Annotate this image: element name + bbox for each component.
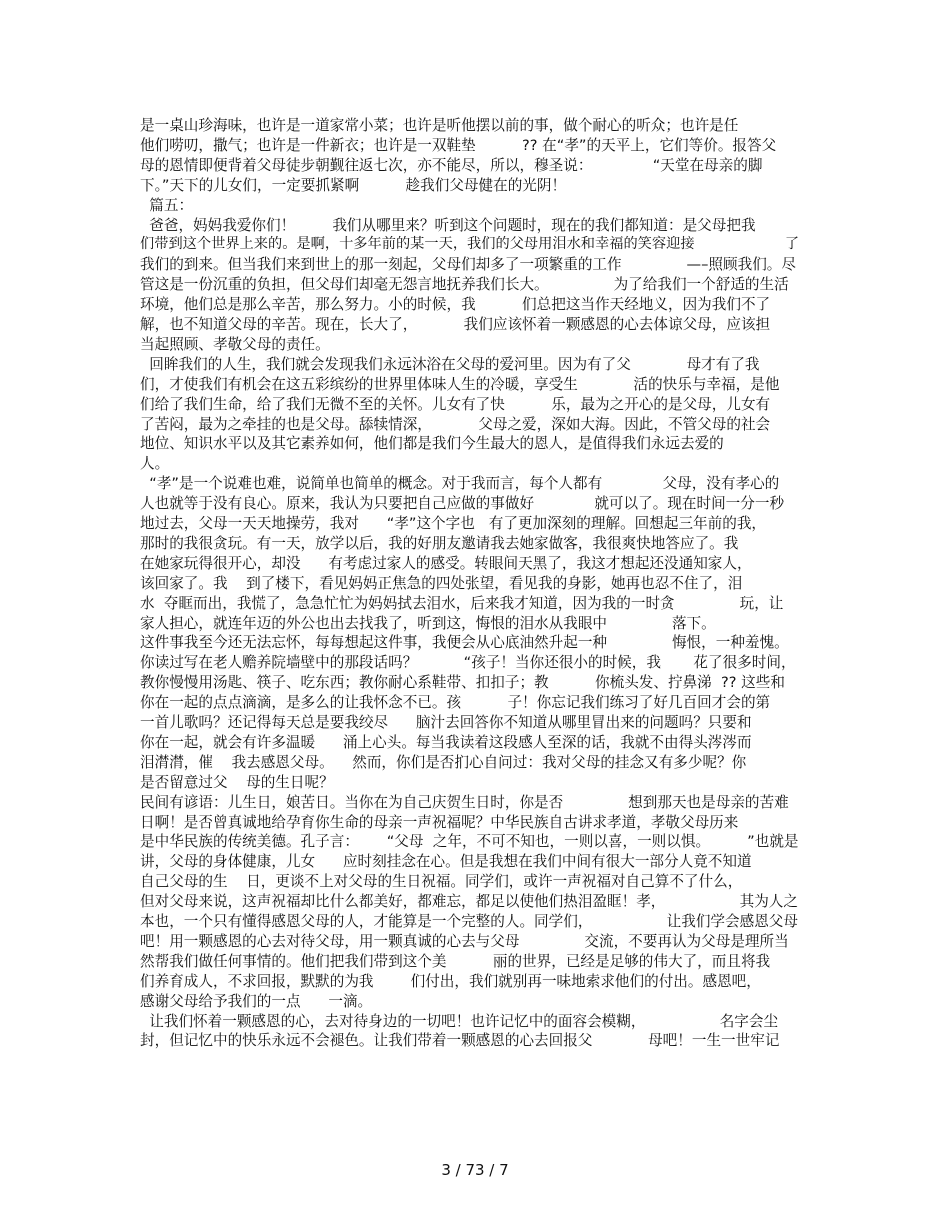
- text-line: 自己父母的生 日，更谈不上对父母的生日祝福。同学们，或许一声祝福对自己算不了什么，: [140, 873, 743, 891]
- text-line: 们养育成人，不求回报，默默的为我 们付出，我们就别再一味地索求他们的付出。感恩吧，: [140, 972, 761, 990]
- text-line: 爸爸，妈妈我爱你们！ 我们从哪里来？听到这个问题时，现在的我们都知道：是父母把我: [140, 216, 756, 234]
- text-line: 们给了我们生命，给了我们无微不至的关怀。儿女有了快 乐，最为之开心的是父母，儿女有: [140, 395, 771, 413]
- text-line: 地过去，父母一天天地操劳，我对 “孝”这个字也 有了更加深刻的理解。回想起三年前的我，: [140, 515, 767, 532]
- text-line: 人也就等于没有良心。原来，我认为只要把自己应做的事做好 就可以了。现在时间一分一秒: [140, 495, 785, 513]
- text-line: 让我们怀着一颗感恩的心，去对待身边的一切吧！也许记忆中的面容会模糊， 名字会尘: [140, 1012, 779, 1030]
- text-line: 那时的我很贪玩。有一天，放学以后，我的好朋友邀请我去她家做客，我很爽快地答应了。我: [140, 534, 739, 552]
- text-line: 民间有谚语：儿生日，娘苦日。当你在为自己庆贺生日时，你是否 想到那天也是母亲的苦难: [140, 793, 789, 811]
- text-line: 泪潸潸，催 我去感恩父母。 然而，你们是否扪心自问过：我对父母的挂念又有多少呢？你: [140, 753, 747, 771]
- text-line: 篇五：: [140, 196, 194, 214]
- text-line: 是中华民族的传统美德。孔子言： “父母 之年，不可不知也，一则以喜，一则以惧。 ”也就是: [140, 833, 799, 851]
- text-line: 当起照顾、孝敬父母的责任。: [140, 335, 330, 353]
- text-line: 在她家玩得很开心，却没 有考虑过家人的感受。转眼间天黑了，我这才想起还没通知家人，: [140, 554, 752, 572]
- text-line: 是否留意过父 母的生日呢？: [140, 773, 334, 791]
- text-line: 环境，他们总是那么辛苦，那么努力。小的时候，我 们总把这当作天经地义，因为我们不了: [140, 296, 771, 314]
- text-line: 们，才使我们有机会在这五彩缤纷的世界里体味人生的冷暖，享受生 活的快乐与幸福，是他: [140, 375, 780, 393]
- text-line: 感谢父母给予我们的一点 一滴。: [140, 992, 373, 1010]
- text-line: 但对父母来说，这声祝福却比什么都美好，都难忘，都足以使他们热泪盈眶！孝， 其为人之: [140, 893, 798, 911]
- text-line: 下。”天下的儿女们，一定要抓紧啊 趁我们父母健在的光阴！: [140, 176, 567, 194]
- text-line: 你在一起的点点滴滴，是多么的让我怀念不已。孩 子！你忘记我们练习了好几百回才会的第: [140, 694, 771, 712]
- text-line: 他们唠叨，撒气；也许是一件新衣；也许是一双鞋垫 ?? 在“孝”的天平上，它们等价。报答父: [140, 136, 777, 154]
- text-line: 该回家了。我 到了楼下，看见妈妈正焦急的四处张望，看见我的身影，她再也忍不住了，泪: [140, 574, 743, 592]
- text-line: 人。: [140, 455, 170, 473]
- text-line: 你在一起，就会有许多温暖 涌上心头。每当我读着这段感人至深的话，我就不由得头涔涔而: [140, 733, 752, 751]
- text-line: 我们的到来。但当我们来到世上的那一刻起，父母们却多了一项繁重的工作 —–照顾我们。尽: [140, 256, 796, 274]
- text-line: 封，但记忆中的快乐永远不会褪色。让我们带着一颗感恩的心去回报父 母吧！一生一世牢记: [140, 1032, 780, 1050]
- text-line: 你读过写在老人赡养院墙壁中的那段话吗？ “孩子！当你还很小的时候，我 花了很多时间，: [140, 654, 796, 672]
- text-line: 本也，一个只有懂得感恩父母的人，才能算是一个完整的人。同学们， 让我们学会感恩父母: [140, 913, 798, 930]
- text-line: 母的恩情即便背着父母徒步朝觐往返七次，亦不能尽，所以，穆圣说： “天堂在母亲的脚: [140, 156, 763, 174]
- text-line: 讲，父母的身体健康，儿女 应时刻挂念在心。但是我想在我们中间有很大一部分人竟不知道: [140, 853, 752, 871]
- text-line: 了苦闷，最为之牵挂的也是父母。舔犊情深， 父母之爱，深如大海。因此，不管父母的社会: [140, 415, 771, 433]
- text-line: 吧！用一颗感恩的心去对待父母，用一颗真诚的心去与父母 交流，不要再认为父母是理所当: [140, 932, 789, 950]
- page-number: 3 / 73 / 7: [441, 1161, 509, 1179]
- text-line: 然帮我们做任何事情的。他们把我们带到这个美 丽的世界，已经是足够的伟大了，而且将我: [140, 952, 771, 970]
- text-line: 这件事我至今还无法忘怀，每每想起这件事，我便会从心底油然升起一种 悔恨，一种羞愧。: [140, 634, 789, 652]
- text-line: 水 夺眶而出，我慌了，急急忙忙为妈妈拭去泪水，后来我才知道，因为我的一时贪 玩，让: [140, 594, 784, 612]
- text-line: 解，也不知道父母的辛苦。现在，长大了， 我们应该怀着一颗感恩的心去体谅父母，应该担: [140, 316, 771, 333]
- text-line: 教你慢慢用汤匙、筷子、吃东西；教你耐心系鞋带、扣扣子；教 你梳头发、拧鼻涕 ?? 这些和: [140, 674, 785, 692]
- text-line: 们带到这个世界上来的。是啊，十多年前的某一天，我们的父母用泪水和幸福的笑容迎接 了: [140, 236, 800, 253]
- text-line: 一首儿歌吗？还记得每天总是要我绞尽 脑汁去回答你不知道从哪里冒出来的问题吗？只要和: [140, 714, 752, 731]
- text-line: 管这是一份沉重的负担，但父母们却毫无怨言地抚养我们长大。 为了给我们一个舒适的生活: [140, 276, 789, 294]
- text-line: 家人担心，就连年迈的外公也出去找我了，听到这，悔恨的泪水从我眼中 落下。: [140, 614, 716, 632]
- text-line: 地位、知识水平以及其它素养如何，他们都是我们今生最大的恩人，是值得我们永远去爱的: [140, 435, 724, 453]
- text-line: 日啊！是否曾真诚地给孕育你生命的母亲一声祝福呢？中华民族自古讲求孝道，孝敬父母历来: [140, 813, 739, 831]
- text-line: 回眸我们的人生，我们就会发现我们永远沐浴在父母的爱河里。因为有了父 母才有了我: [140, 355, 760, 373]
- text-line: “孝”是一个说难也难，说简单也简单的概念。对于我而言，每个人都有 父母，没有孝心的: [140, 475, 780, 493]
- text-line: 是一桌山珍海味，也许是一道家常小菜；也许是听他摆以前的事，做个耐心的听众；也许是任: [140, 117, 739, 134]
